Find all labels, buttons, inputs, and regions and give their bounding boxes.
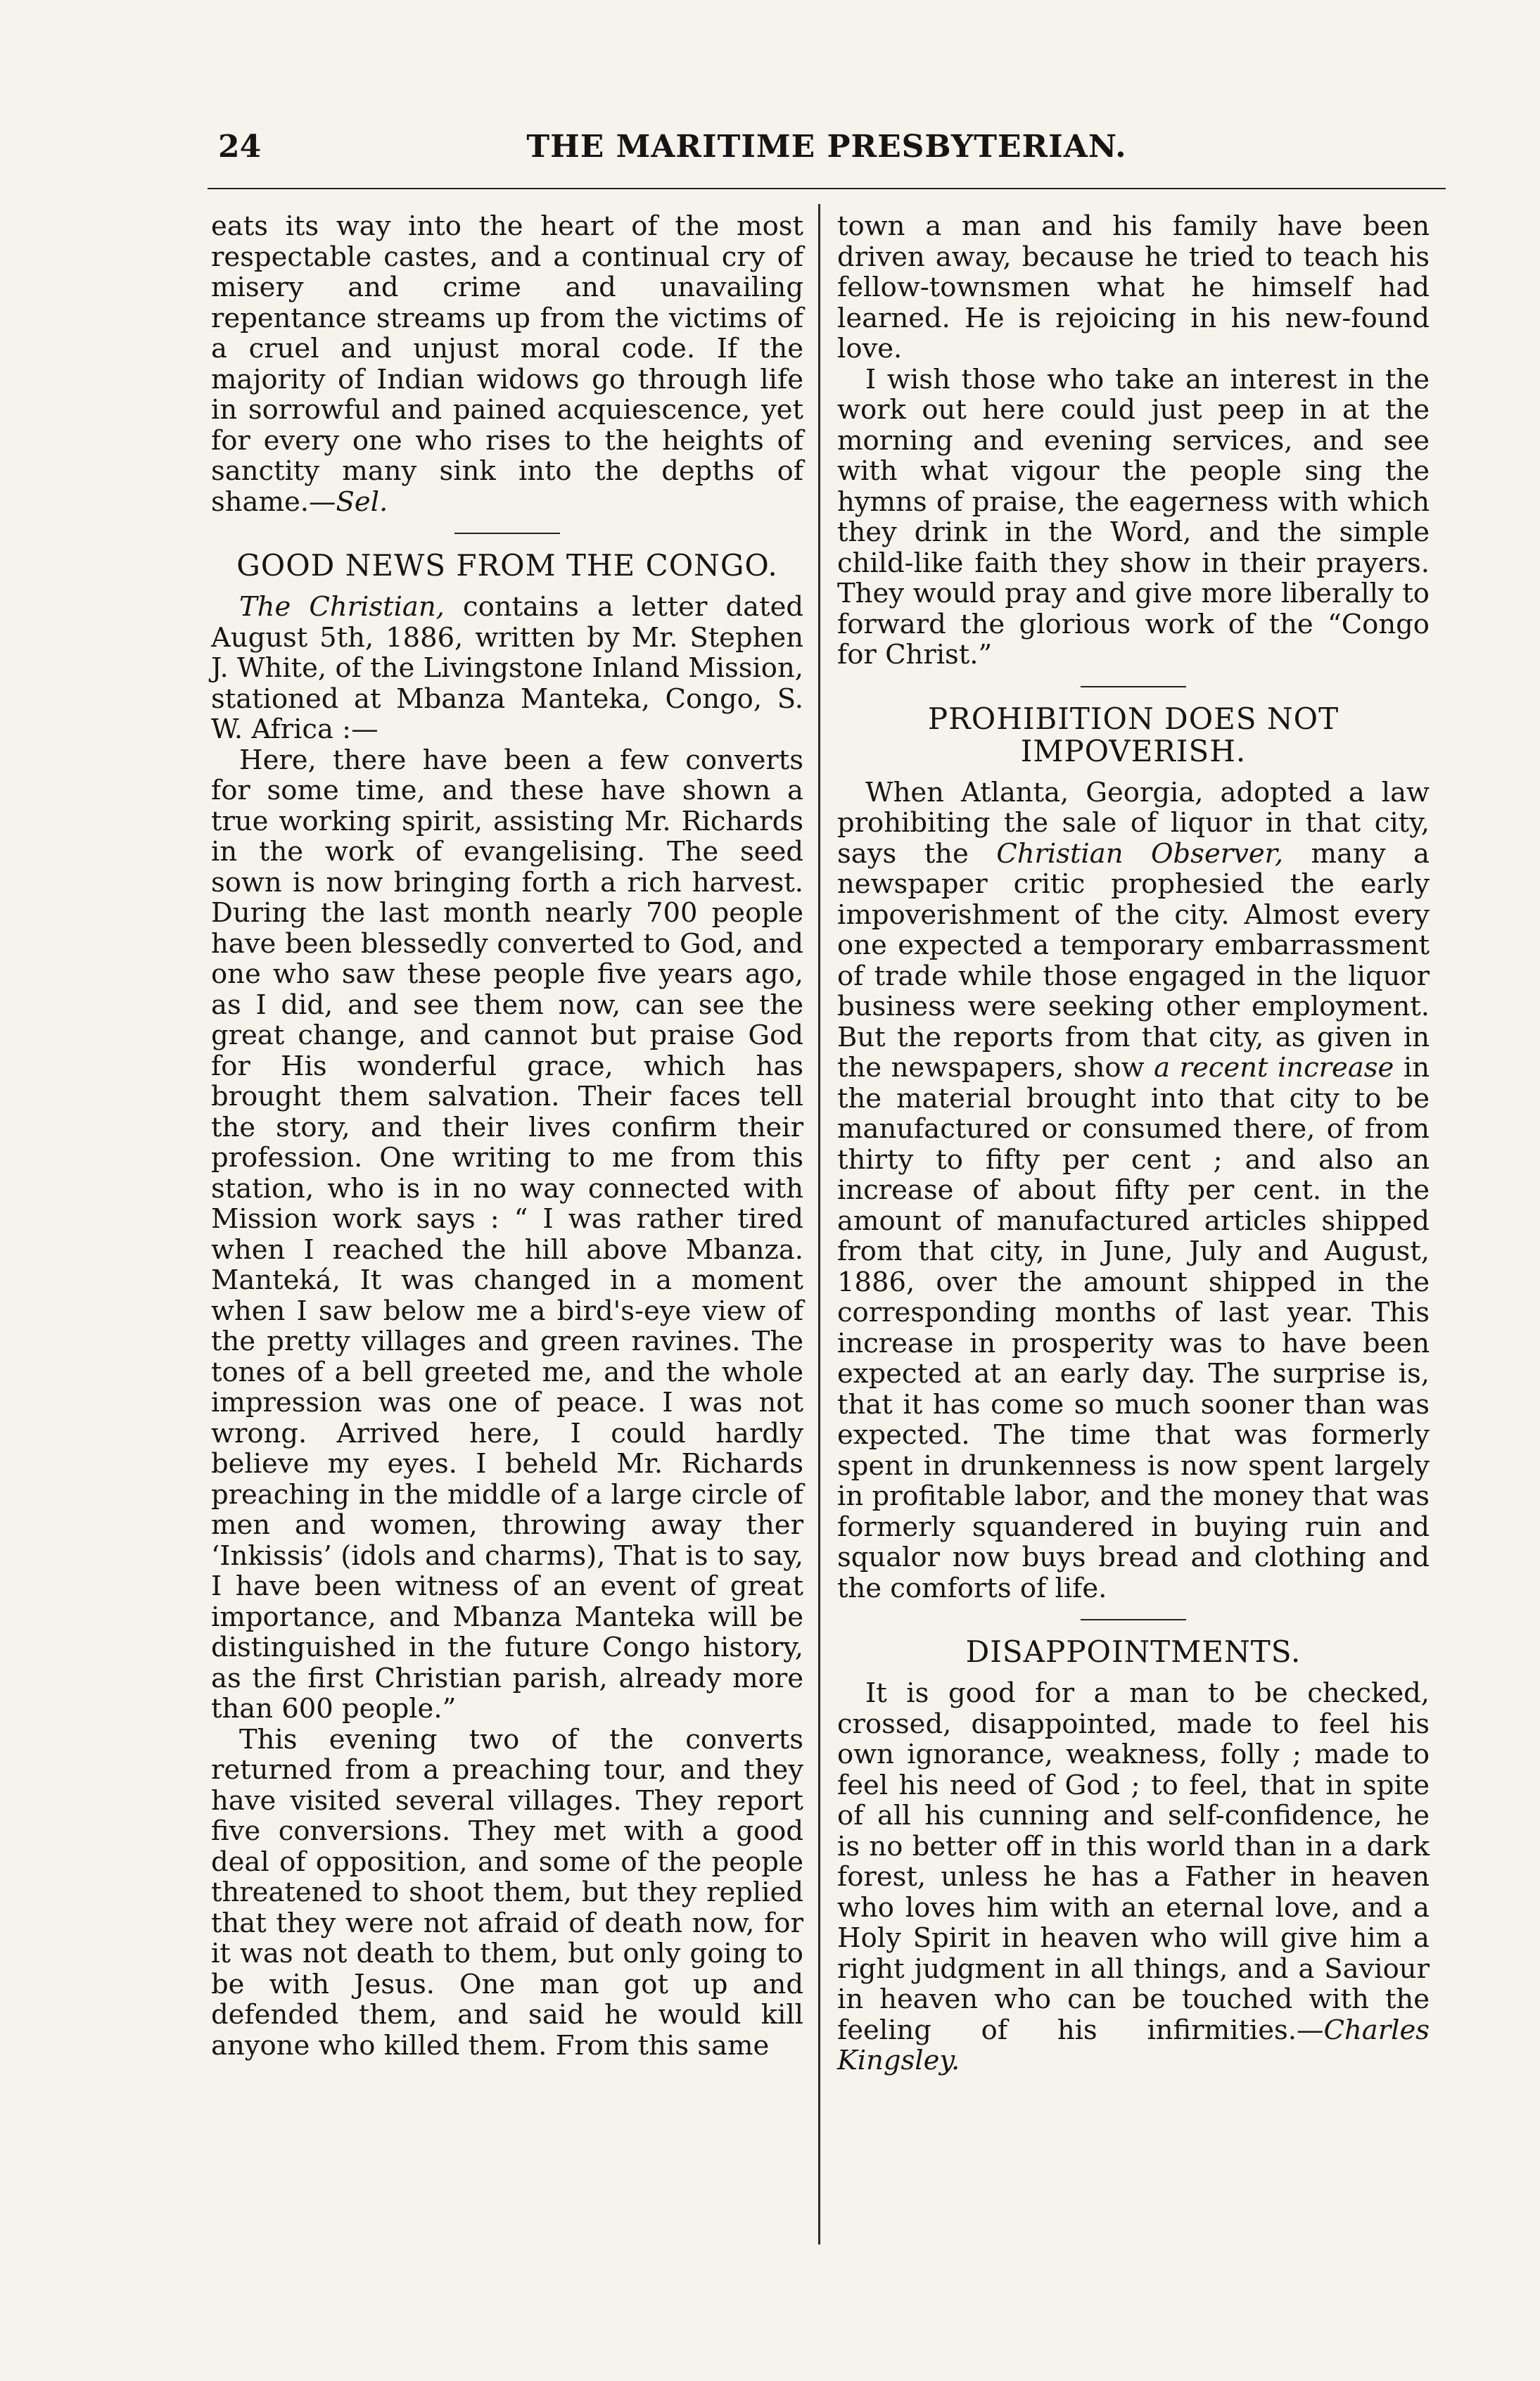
- prohib-text-2: many a newspaper critic prophesied the early impoverishment of the city. Almost every one expected a temporary embarrassment of trade while those engaged in the liquor business were seeking other employment. But the reports from that city, as given in the newspapers, show: [837, 837, 1430, 1084]
- disap-text: It is good for a man to be checked, crossed, disappointed, made to feel his own ignorance, weakness, folly ; made to feel his need of God ; to feel, that in spite of all his cunning and self-confidence, he is no better off in this world than in a dark forest, unless he has a Father in heaven who loves him with an eternal love, and a Holy Spirit in heaven who will give him a right judgment in all things, and a Saviour in heaven who can be touched with the feeling of his infirmities.—: [837, 1677, 1430, 2046]
- prohib-text-1: When Atlanta, Georgia, adopted a law prohibiting the sale of liquor in that city, says the: [837, 776, 1430, 870]
- right-column: [837, 211, 1430, 2076]
- column-divider: [818, 204, 820, 2245]
- section-divider: [454, 533, 560, 534]
- article-title-congo: GOOD NEWS FROM THE CONGO.: [236, 548, 778, 583]
- continued-text: eats its way into the heart of the most respectable castes, and a continual cry of misery and crime and unavailing repentance streams up from the victims of a cruel and unjust moral code. If the majority of Indian widows go through life in sorrowful and pained acquiescence, yet for every one who rises to the heights of sanctity many sink into the depths of shame.—: [211, 210, 803, 518]
- continued-source: Sel.: [336, 485, 388, 518]
- disap-author: Charles Kingsley.: [837, 2014, 1430, 2076]
- page-number: 24: [218, 129, 262, 165]
- prohib-source: Christian Observer,: [996, 837, 1284, 870]
- article-title-disappointments: DISAPPOINTMENTS.: [965, 1634, 1302, 1669]
- prohib-text-3: in the material brought into that city to be manufactured or consumed there, of from thirty to fifty per cent ; and also an increase of about fifty per cent. in the amount of manufactured articles shipped from that city, in June, July and August, 1886, over the amount shipped in the corresponding months of last year. This increase in prosperity was to have been expected at an early day. The surprise is, that it has come so much sooner than was expected. The time that was formerly spent in drunkenness is now spent largely in profitable labor, and the money that was formerly squandered in buying ruin and squalor now buys bread and clothing and the comforts of life.: [837, 1052, 1430, 1604]
- paragraph-converts: Here, there have been a few converts for some time, and these have shown a true working spirit, assisting Mr. Richards in the work of evangelising. The seed sown is now bringing forth a rich harvest. During the last month nearly 700 people have been blessedly converted to God, and one who saw these people five years ago, as I did, and see them now, can see the great change, and cannot but praise God for His wonderful grace, which has brought them salvation. Their faces tell the story, and their lives confirm their profession. One writing to me from this station, who is in no way connected with Mission work says : “ I was rather tired when I reached the hill above Mbanza. Manteká, It was changed in a moment when I saw below me a bird's-eye view of the pretty villages and green ravines. The tones of a bell greeted me, and the whole impression was one of peace. I was not wrong. Arrived here, I could hardly believe my eyes. I beheld Mr. Richards preaching in the middle of a large circle of men and women, throwing away ther ‘Inkissis’ (idols and charms), That is to say, I have been witness of an event of great importance, and Mbanza Manteka will be distinguished in the future Congo history, as the first Christian parish, already more than 600 people.”: [211, 744, 803, 1725]
- paragraph-prohibition: [837, 777, 1430, 1604]
- paragraph-evening: This evening two of the converts returned from a preaching tour, and they have visited several villages. They report five conversions. They met with a good deal of opposition, and some of the people threatened to shoot them, but they replied that they were not afraid of death now, for it was not death to them, but only going to be with Jesus. One man got up and defended them, and said he would kill anyone who killed them. From this same: [211, 1723, 803, 2062]
- paragraph-wish: I wish those who take an interest in the work out here could just peep in at the morning and evening services, and see with what vigour the people sing the hymns of praise, the eagerness with which they drink in the Word, and the simple child-like faith they show in their prayers. They would pray and give more liberally to forward the glorious work of the “Congo for Christ.”: [837, 363, 1430, 671]
- header-rule: [208, 188, 1446, 189]
- page-header: [204, 129, 1449, 178]
- running-title: THE MARITIME PRESBYTERIAN.: [526, 129, 1127, 165]
- paragraph-continued: town a man and his family have been driven away, because he tried to teach his fellow-townsmen what he himself had learned. He is rejoicing in his new-found love.: [837, 210, 1430, 364]
- prohib-emphasis: a recent increase: [1154, 1052, 1394, 1084]
- intro-source: The Christian,: [239, 591, 445, 623]
- article-intro: [211, 592, 803, 745]
- left-column: [211, 211, 803, 2061]
- section-divider: [1081, 686, 1186, 687]
- article-title-prohibition: PROHIBITION DOES NOT IMPOVERISH.: [927, 701, 1339, 768]
- paragraph-disappointments: [837, 1678, 1430, 2076]
- section-divider: [1081, 1619, 1186, 1620]
- continued-paragraph: [211, 211, 803, 517]
- intro-text: contains a letter dated August 5th, 1886, written by Mr. Stephen J. White, of the Livingstone Inland Mission, stationed at Mbanza Manteka, Congo, S. W. Africa :—: [211, 591, 803, 745]
